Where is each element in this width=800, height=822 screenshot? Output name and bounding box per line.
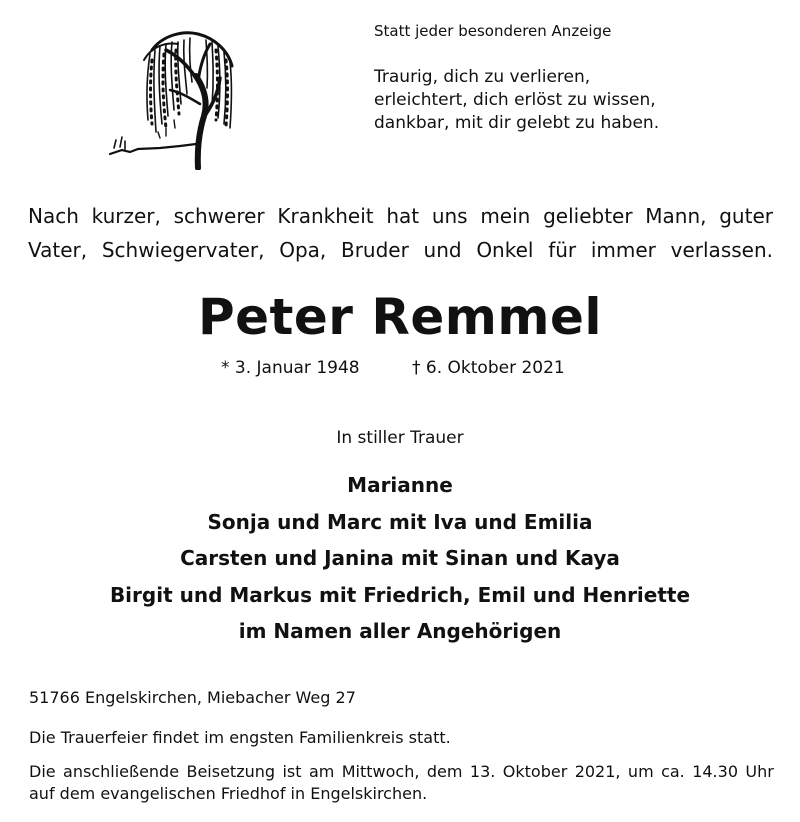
burial-word: 13. [469,762,496,781]
intro-word: schwerer [173,204,265,228]
poem-line: Traurig, dich zu verlieren, [374,67,591,87]
intro-word: Nach [28,204,79,228]
mourner-line: Marianne [347,473,453,497]
mourner-line: im Namen aller Angehörigen [238,619,562,643]
burial-word: 2021, [574,762,621,781]
intro-word: hat [386,204,420,228]
burial-word: am [308,762,335,781]
intro-word: immer [590,238,656,262]
intro-word: Onkel [476,238,534,262]
intro-word: Vater, [28,238,88,262]
burial-word: dem [426,762,463,781]
intro-word: geliebter [543,204,633,228]
intro-word: Mann, [645,204,707,228]
poem-line: erleichtert, dich erlöst zu wissen, [374,90,656,110]
burial-word: ist [282,762,302,781]
mourners-list [0,467,800,650]
intro-word: Bruder [340,238,409,262]
poem [374,66,659,135]
funeral-info: Die Trauerfeier findet im engsten Familienkreis statt. [29,728,451,747]
burial-word: um [627,762,654,781]
intro-word: uns [431,204,468,228]
deceased-name: Peter Remmel [197,288,603,346]
mourner-line: Sonja und Marc mit Iva und Emilia [207,509,593,534]
mourning-heading: In stiller Trauer [336,428,464,448]
burial-word: 14.30 [692,762,738,781]
intro-word: und [423,238,462,262]
intro-word: kurzer, [91,204,161,228]
intro-line-1 [28,199,773,233]
intro-word: Schwiegervater, [101,238,265,262]
intro-word: mein [480,204,531,228]
burial-word: ca. [661,762,685,781]
intro-word: guter [719,204,773,228]
burial-line-2: auf dem evangelischen Friedhof in Engelskirchen. [29,784,428,803]
burial-word: Oktober [502,762,568,781]
poem-line: dankbar, mit dir gelebt zu haben. [374,113,660,133]
burial-word: Die [29,762,56,781]
intro-word: verlassen. [670,238,773,262]
intro-word: für [548,238,577,262]
intro-word: Krankheit [277,204,374,228]
burial-word: anschließende [63,762,180,781]
burial-word: Uhr [745,762,774,781]
weeping-willow-tree-icon [100,20,240,170]
burial-info [29,761,774,805]
address: 51766 Engelskirchen, Miebacher Weg 27 [29,688,356,707]
death-date: † 6. Oktober 2021 [412,358,565,378]
burial-word: Beisetzung [186,762,276,781]
birth-date: * 3. Januar 1948 [221,358,360,378]
burial-line-1 [29,761,774,783]
intro-word: Opa, [279,238,327,262]
burial-word: Mittwoch, [341,762,420,781]
mourner-line: Birgit und Markus mit Friedrich, Emil und Henriette [109,582,691,607]
intro-line-2 [28,233,773,267]
notice-heading: Statt jeder besonderen Anzeige [374,22,612,40]
mourner-line: Carsten und Janina mit Sinan und Kaya [180,546,620,570]
